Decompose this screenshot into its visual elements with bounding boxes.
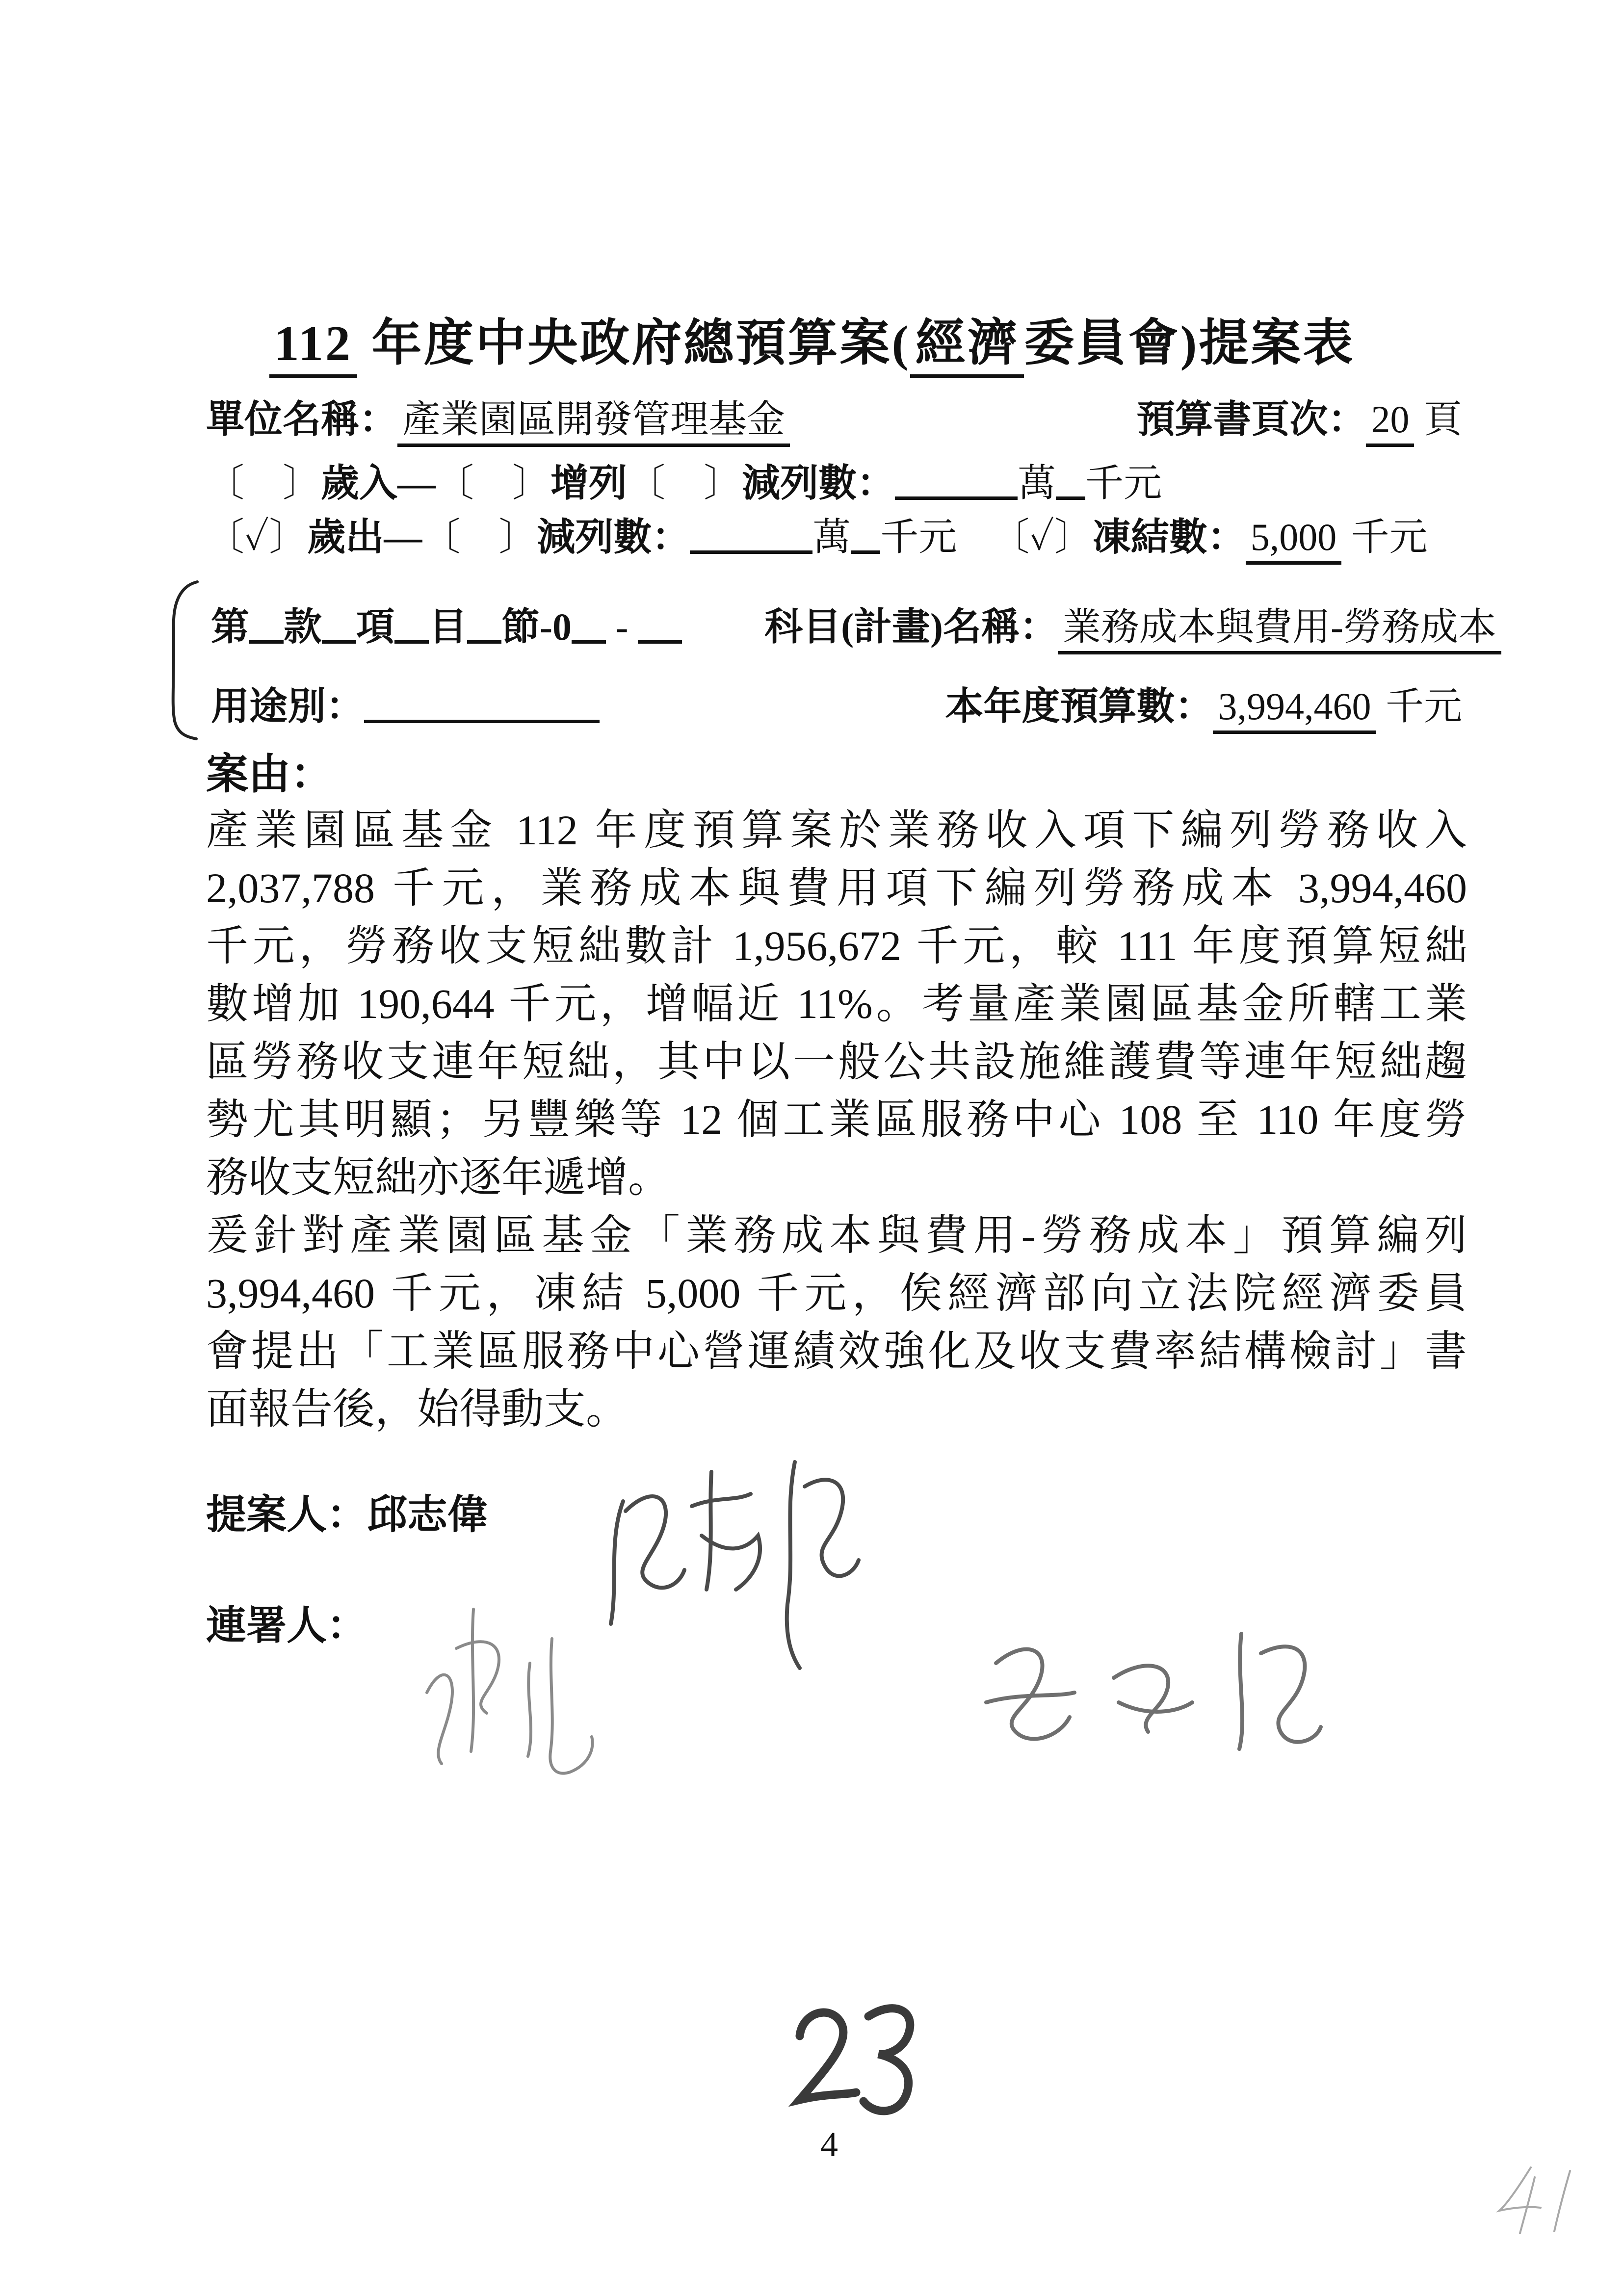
expense-checkbox-cut: 〔 〕 <box>422 516 537 558</box>
proposer-name: 邱志偉 <box>367 1492 488 1537</box>
unit-value: 產業園區開發管理基金 <box>397 398 790 447</box>
pages-value: 20 <box>1366 398 1414 447</box>
jie-sub-blank2 <box>638 640 682 644</box>
jie-blank <box>467 640 501 644</box>
revenue-row <box>206 452 1162 507</box>
case-line: 爰針對產業園區基金「業務成本與費用-勞務成本」預算編列 <box>206 1212 1467 1259</box>
case-line: 勢尤其明顯；另豐樂等 12 個工業區服務中心 108 至 110 年度勞 <box>206 1096 1467 1143</box>
usage-group <box>211 676 600 731</box>
revenue-wan: 萬 <box>1018 462 1056 504</box>
title-year: 112 <box>269 316 357 378</box>
freeze-checkbox: 〔✓〕 <box>991 516 1093 558</box>
cosigner-label: 連署人： <box>206 1603 367 1648</box>
case-line: 務收支短絀亦逐年遞增。 <box>206 1154 670 1201</box>
revenue-add-label: 增列 <box>550 462 628 504</box>
usage-blank <box>364 720 600 723</box>
kuan-label: 款 <box>284 605 322 648</box>
revenue-amount-blank <box>895 496 1018 500</box>
subject-name-group <box>764 596 1501 651</box>
cosigner-signature-2 <box>957 1604 1339 1756</box>
case-line: 區勞務收支連年短絀，其中以一般公共設施維護費等連年短絀趨 <box>206 1038 1467 1085</box>
kuan-prefix: 第 <box>211 605 250 648</box>
subject-name-label: 科目(計畫)名稱： <box>764 605 1058 648</box>
expense-row <box>206 506 1428 561</box>
expense-amount-blank <box>690 550 812 554</box>
title-committee: 經濟 <box>910 316 1024 378</box>
case-line: 會提出「工業區服務中心營運績效強化及收支費率結構檢討」書 <box>206 1328 1467 1375</box>
case-line: 3,994,460 千元，凍結 5,000 千元，俟經濟部向立法院經濟委員 <box>206 1270 1467 1317</box>
case-line: 面報告後，始得動支。 <box>206 1385 628 1433</box>
subject-numbering-group <box>211 596 682 651</box>
subject-box-left-bracket <box>162 579 206 741</box>
revenue-thousand-blank <box>1056 496 1085 500</box>
revenue-label: 歲入— <box>321 462 436 504</box>
expense-wan: 萬 <box>812 516 851 558</box>
revenue-checkbox-add: 〔 〕 <box>436 462 551 504</box>
revenue-checkbox-main: 〔 〕 <box>206 462 321 504</box>
case-header: 案由： <box>206 751 333 798</box>
subject-row <box>211 596 1501 651</box>
case-line: 數增加 190,644 千元，增幅近 11%。考量產業園區基金所轄工業 <box>206 980 1467 1027</box>
freeze-label: 凍結數： <box>1092 516 1246 558</box>
cosigner-row <box>206 1593 367 1651</box>
cosigner-signature-1 <box>383 1590 667 1786</box>
jie-label: 節-0 <box>501 605 572 648</box>
expense-cut-label: 減列數： <box>537 516 690 558</box>
xiang-blank <box>322 640 356 644</box>
form-title <box>0 303 1624 375</box>
jie-dash: - <box>615 605 629 648</box>
proposer-row <box>206 1483 488 1540</box>
case-line: 產業園區基金 112 年度預算案於業務收入項下編列勞務收入 <box>206 807 1467 854</box>
jie-sub-blank <box>572 640 606 644</box>
budget-label: 本年度預算數： <box>945 685 1213 728</box>
budget-value: 3,994,460 <box>1213 685 1376 734</box>
unit-label: 單位名稱： <box>206 398 398 441</box>
freeze-value: 5,000 <box>1246 516 1342 565</box>
case-line: 千元，勞務收支短絀數計 1,956,672 千元，較 111 年度預算短絀 <box>206 922 1467 969</box>
revenue-cut-label: 減列數： <box>742 462 895 504</box>
unit-row <box>206 389 1462 444</box>
xiang-label: 項 <box>356 605 395 648</box>
subject-name-value: 業務成本與費用-勞務成本 <box>1058 605 1501 654</box>
title-tail: 委員會)提案表 <box>1024 316 1355 371</box>
pages-unit: 頁 <box>1423 398 1462 441</box>
usage-row <box>211 676 1462 731</box>
case-line: 2,037,788 千元，業務成本與費用項下編列勞務成本 3,994,460 <box>206 864 1467 912</box>
freeze-unit: 千元 <box>1351 516 1428 558</box>
kuan-blank <box>249 640 284 644</box>
expense-unit: 千元 <box>880 516 957 558</box>
mu-label: 目 <box>429 605 468 648</box>
title-mid: 年度中央政府總預算案( <box>357 316 911 371</box>
mu-blank <box>394 640 429 644</box>
expense-label: 歲出— <box>307 516 422 558</box>
case-body <box>206 801 1467 1438</box>
expense-checkbox-main: 〔✓〕 <box>206 516 308 558</box>
unit-group <box>206 389 790 444</box>
budget-unit: 千元 <box>1385 685 1462 728</box>
revenue-checkbox-cut: 〔 〕 <box>627 462 742 504</box>
expense-thousand-blank <box>851 550 880 554</box>
pages-group <box>1136 389 1462 444</box>
usage-label: 用途別： <box>211 685 365 728</box>
pencil-corner-note <box>1492 2159 1595 2242</box>
typed-page-number: 4 <box>820 2125 838 2164</box>
handwritten-page-number <box>773 1989 935 2122</box>
proposer-label: 提案人： <box>206 1492 367 1537</box>
revenue-unit: 千元 <box>1085 462 1162 504</box>
budget-group <box>945 676 1462 731</box>
pages-label: 預算書頁次： <box>1136 398 1366 441</box>
